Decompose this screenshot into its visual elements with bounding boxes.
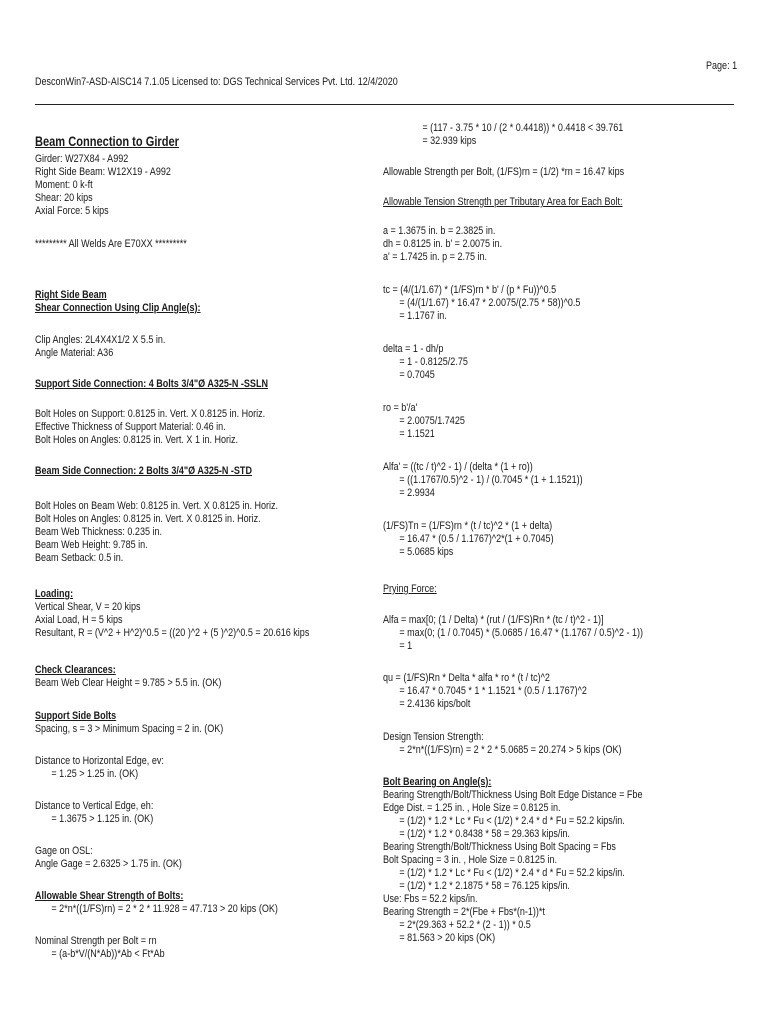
angle-gage: Angle Gage = 2.6325 > 1.75 in. (OK) xyxy=(35,858,182,870)
fbs-value: = (1/2) * 1.2 * 2.1875 * 58 = 76.125 kips/in. xyxy=(399,880,570,892)
qu-result: = 2.4136 kips/bolt xyxy=(399,698,471,710)
allowable-shear-heading: Allowable Shear Strength of Bolts: xyxy=(35,890,184,902)
alfa-prime-result: = 2.9934 xyxy=(399,487,435,499)
tc-substitution: = (4/(1/1.67) * 16.47 * 2.0075/(2.75 * 58))^0.5 xyxy=(399,297,581,309)
tn-result: = 5.0685 kips xyxy=(399,546,454,558)
web-clear-height: Beam Web Clear Height = 9.785 > 5.5 in. (OK) xyxy=(35,677,222,689)
qu-formula: qu = (1/FS)Rn * Delta * alfa * ro * (t / tc)^2 xyxy=(383,672,550,684)
ro-result: = 1.1521 xyxy=(399,428,435,440)
use-fbs: Use: Fbs = 52.2 kips/in. xyxy=(383,893,478,905)
page-number: Page: 1 xyxy=(706,60,738,72)
support-side-bolts-heading: Support Side Bolts xyxy=(35,710,117,722)
ro-formula: ro = b'/a' xyxy=(383,402,418,414)
bearing-strength-substitution: = 2*(29.363 + 52.2 * (2 - 1)) * 0.5 xyxy=(399,919,531,931)
nominal-strength-label: Nominal Strength per Bolt = rn xyxy=(35,935,157,947)
vertical-shear: Vertical Shear, V = 20 kips xyxy=(35,601,141,613)
dim-a-prime: a' = 1.7425 in. p = 2.75 in. xyxy=(383,251,488,263)
beam-side-connection-heading: Beam Side Connection: 2 Bolts 3/4"Ø A325-N -STD xyxy=(35,465,252,477)
fbe-formula: = (1/2) * 1.2 * Lc * Fu < (1/2) * 2.4 * d * Fu = 52.2 kips/in. xyxy=(399,815,625,827)
gage-label: Gage on OSL: xyxy=(35,845,93,857)
fbs-formula: = (1/2) * 1.2 * Lc * Fu < (1/2) * 2.4 * d * Fu = 52.2 kips/in. xyxy=(399,867,625,879)
bolt-bearing-heading: Bolt Bearing on Angle(s): xyxy=(383,776,492,788)
shear-info: Shear: 20 kips xyxy=(35,192,93,204)
horizontal-edge-value: = 1.25 > 1.25 in. (OK) xyxy=(51,768,139,780)
alfa-substitution: = max(0; (1 / 0.7045) * (5.0685 / 16.47 * (1.1767 / 0.5)^2 - 1)) xyxy=(399,627,644,639)
alfa-prime-substitution: = ((1.1767/0.5)^2 - 1) / (0.7045 * (1 + 1.1521)) xyxy=(399,474,583,486)
girder-info: Girder: W27X84 - A992 xyxy=(35,153,129,165)
beam-setback: Beam Setback: 0.5 in. xyxy=(35,552,124,564)
tn-substitution: = 16.47 * (0.5 / 1.1767)^2*(1 + 0.7045) xyxy=(399,533,554,545)
bearing-strength-result: = 81.563 > 20 kips (OK) xyxy=(399,932,496,944)
welds-note: ********* All Welds Are E70XX ********* xyxy=(35,238,187,250)
beam-info: Right Side Beam: W12X19 - A992 xyxy=(35,166,171,178)
tc-formula: tc = (4/(1/1.67) * (1/FS)rn * b' / (p * Fu))^0.5 xyxy=(383,284,557,296)
axial-info: Axial Force: 5 kips xyxy=(35,205,109,217)
alfa-prime-formula: Alfa' = ((tc / t)^2 - 1) / (delta * (1 + ro)) xyxy=(383,461,533,473)
calc-line: = (117 - 3.75 * 10 / (2 * 0.4418)) * 0.4418 < 39.761 xyxy=(422,122,624,134)
bolt-holes-angles: Bolt Holes on Angles: 0.8125 in. Vert. X 1 in. Horiz. xyxy=(35,434,239,446)
section-title: Beam Connection to Girder xyxy=(35,134,179,149)
bolt-spacing-dist: Bolt Spacing = 3 in. , Hole Size = 0.8125 in. xyxy=(383,854,558,866)
report-header: DesconWin7-ASD-AISC14 7.1.05 Licensed to: DGS Technical Services Pvt. Ltd. 12/4/2020 xyxy=(35,76,398,88)
web-height: Beam Web Height: 9.785 in. xyxy=(35,539,148,551)
header-divider xyxy=(35,104,734,105)
calc-line: = 32.939 kips xyxy=(422,135,477,147)
design-tension-value: = 2*n*((1/FS)rn) = 2 * 2 * 5.0685 = 20.274 > 5 kips (OK) xyxy=(399,744,622,756)
bolt-holes-angles-beam: Bolt Holes on Angles: 0.8125 in. Vert. X 0.8125 in. Horiz. xyxy=(35,513,261,525)
tn-formula: (1/FS)Tn = (1/FS)rn * (t / tc)^2 * (1 + delta) xyxy=(383,520,553,532)
angle-material: Angle Material: A36 xyxy=(35,347,114,359)
alfa-formula: Alfa = max[0; (1 / Delta) * (rut / (1/FS)Rn * (tc / t)^2 - 1)] xyxy=(383,614,604,626)
web-thickness: Beam Web Thickness: 0.235 in. xyxy=(35,526,163,538)
effective-thickness: Effective Thickness of Support Material: 0.46 in. xyxy=(35,421,226,433)
tc-result: = 1.1767 in. xyxy=(399,310,447,322)
allowable-per-bolt: Allowable Strength per Bolt, (1/FS)rn = (1/2) *rn = 16.47 kips xyxy=(383,166,625,178)
bolt-spacing: Spacing, s = 3 > Minimum Spacing = 2 in. (OK) xyxy=(35,723,224,735)
clip-angles: Clip Angles: 2L4X4X1/2 X 5.5 in. xyxy=(35,334,166,346)
resultant: Resultant, R = (V^2 + H^2)^0.5 = ((20 )^2 + (5 )^2)^0.5 = 20.616 kips xyxy=(35,627,310,639)
support-side-connection-heading: Support Side Connection: 4 Bolts 3/4"Ø A325-N -SSLN xyxy=(35,378,268,390)
allowable-shear-value: = 2*n*((1/FS)rn) = 2 * 2 * 11.928 = 47.713 > 20 kips (OK) xyxy=(51,903,278,915)
fbe-value: = (1/2) * 1.2 * 0.8438 * 58 = 29.363 kips/in. xyxy=(399,828,570,840)
shear-connection-heading: Shear Connection Using Clip Angle(s): xyxy=(35,302,201,314)
nominal-strength-value: = (a-b*V/(N*Ab))*Ab < Ft*Ab xyxy=(51,948,165,960)
horizontal-edge-label: Distance to Horizontal Edge, ev: xyxy=(35,755,164,767)
edge-dist: Edge Dist. = 1.25 in. , Hole Size = 0.8125 in. xyxy=(383,802,561,814)
design-tension-label: Design Tension Strength: xyxy=(383,731,484,743)
delta-formula: delta = 1 - dh/p xyxy=(383,343,444,355)
loading-heading: Loading: xyxy=(35,588,74,600)
alfa-result: = 1 xyxy=(399,640,413,652)
tension-strength-heading: Allowable Tension Strength per Tributary Area for Each Bolt: xyxy=(383,196,623,208)
dim-a-b: a = 1.3675 in. b = 2.3825 in. xyxy=(383,225,496,237)
vertical-edge-label: Distance to Vertical Edge, eh: xyxy=(35,800,154,812)
delta-substitution: = 1 - 0.8125/2.75 xyxy=(399,356,468,368)
prying-force-heading: Prying Force: xyxy=(383,583,437,595)
delta-result: = 0.7045 xyxy=(399,369,435,381)
vertical-edge-value: = 1.3675 > 1.125 in. (OK) xyxy=(51,813,154,825)
right-side-beam-heading: Right Side Beam xyxy=(35,289,107,301)
bearing-edge-label: Bearing Strength/Bolt/Thickness Using Bolt Edge Distance = Fbe xyxy=(383,789,643,801)
bearing-spacing-label: Bearing Strength/Bolt/Thickness Using Bolt Spacing = Fbs xyxy=(383,841,616,853)
check-clearances-heading: Check Clearances: xyxy=(35,664,116,676)
bearing-strength-formula: Bearing Strength = 2*(Fbe + Fbs*(n-1))*t xyxy=(383,906,545,918)
bolt-holes-support: Bolt Holes on Support: 0.8125 in. Vert. X 0.8125 in. Horiz. xyxy=(35,408,266,420)
qu-substitution: = 16.47 * 0.7045 * 1 * 1.1521 * (0.5 / 1.1767)^2 xyxy=(399,685,587,697)
axial-load: Axial Load, H = 5 kips xyxy=(35,614,123,626)
ro-substitution: = 2.0075/1.7425 xyxy=(399,415,465,427)
moment-info: Moment: 0 k-ft xyxy=(35,179,93,191)
bolt-holes-web: Bolt Holes on Beam Web: 0.8125 in. Vert. X 0.8125 in. Horiz. xyxy=(35,500,279,512)
dim-dh: dh = 0.8125 in. b' = 2.0075 in. xyxy=(383,238,503,250)
